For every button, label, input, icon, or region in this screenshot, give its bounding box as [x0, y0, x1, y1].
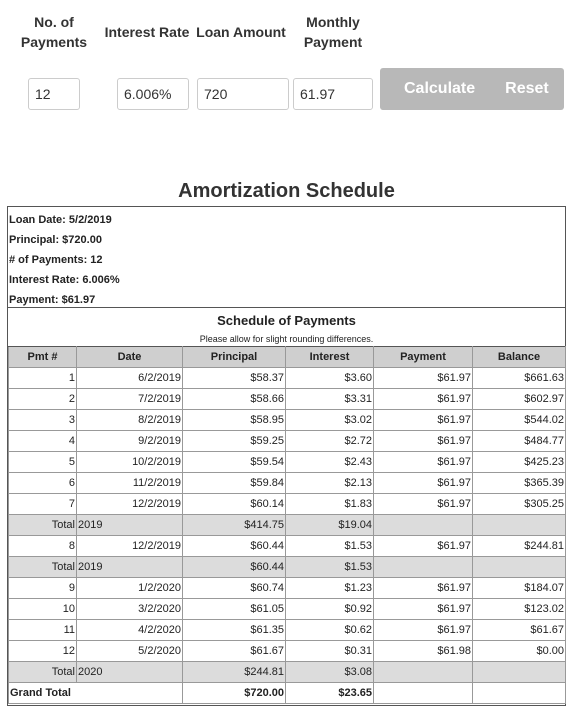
amortization-schedule: [7, 206, 566, 706]
pmt-interest: $2.72: [286, 431, 374, 452]
pmt-principal: $61.05: [183, 599, 286, 620]
col-header-pmt: Pmt #: [9, 347, 77, 368]
grand-total-row: [9, 683, 566, 704]
interest-rate-label: Interest Rate: [104, 24, 190, 40]
pmt-number: 11: [9, 620, 77, 641]
payments-table: [8, 346, 566, 704]
pmt-balance: $244.81: [473, 536, 566, 557]
pmt-principal: $58.95: [183, 410, 286, 431]
table-row: [9, 620, 566, 641]
pmt-payment: $61.97: [374, 431, 473, 452]
pmt-number: 10: [9, 599, 77, 620]
pmt-balance: $544.02: [473, 410, 566, 431]
pmt-number: 9: [9, 578, 77, 599]
pmt-number: 1: [9, 368, 77, 389]
pmt-date: 5/2/2020: [77, 641, 183, 662]
grand-total-payment: [374, 683, 473, 704]
pmt-interest: $2.43: [286, 452, 374, 473]
pmt-interest: $3.02: [286, 410, 374, 431]
table-row: [9, 431, 566, 452]
pmt-date: 12/2/2019: [77, 536, 183, 557]
loan-date: Loan Date: 5/2/2019: [9, 214, 112, 226]
pmt-balance: $365.39: [473, 473, 566, 494]
payment-info: Payment: $61.97: [9, 294, 96, 306]
pmt-payment: $61.97: [374, 452, 473, 473]
interest-rate-info: Interest Rate: 6.006%: [9, 274, 120, 286]
year-total-year: 2020: [77, 662, 183, 683]
table-row: [9, 473, 566, 494]
pmt-balance: $0.00: [473, 641, 566, 662]
monthly-payment-label-line1: Monthly: [306, 14, 360, 30]
table-row: [9, 410, 566, 431]
pmt-number: 5: [9, 452, 77, 473]
year-total-balance: [473, 515, 566, 536]
pmt-date: 1/2/2020: [77, 578, 183, 599]
year-total-balance: [473, 662, 566, 683]
pmt-payment: $61.97: [374, 494, 473, 515]
monthly-payment-label-line2: Payment: [303, 34, 363, 50]
col-header-interest: Interest: [286, 347, 374, 368]
table-row: [9, 452, 566, 473]
year-total-label: Total: [9, 662, 77, 683]
pmt-date: 11/2/2019: [77, 473, 183, 494]
pmt-number: 3: [9, 410, 77, 431]
pmt-interest: $0.31: [286, 641, 374, 662]
pmt-interest: $1.23: [286, 578, 374, 599]
year-total-label: Total: [9, 515, 77, 536]
table-row: [9, 578, 566, 599]
pmt-payment: $61.97: [374, 473, 473, 494]
col-header-date: Date: [77, 347, 183, 368]
year-total-label: Total: [9, 557, 77, 578]
pmt-payment: $61.97: [374, 389, 473, 410]
interest-rate-input[interactable]: [117, 78, 189, 110]
col-header-payment: Payment: [374, 347, 473, 368]
num-payments-input[interactable]: [28, 78, 80, 110]
pmt-balance: $305.25: [473, 494, 566, 515]
year-total-year: 2019: [77, 515, 183, 536]
monthly-payment-label: [292, 12, 374, 52]
pmt-payment: $61.97: [374, 368, 473, 389]
pmt-payment: $61.97: [374, 620, 473, 641]
table-row: [9, 641, 566, 662]
pmt-balance: $602.97: [473, 389, 566, 410]
pmt-principal: $60.14: [183, 494, 286, 515]
grand-total-label: Grand Total: [9, 683, 183, 704]
pmt-principal: $59.25: [183, 431, 286, 452]
pmt-date: 8/2/2019: [77, 410, 183, 431]
loan-amount-input[interactable]: [197, 78, 289, 110]
table-row: [9, 599, 566, 620]
table-row: [9, 536, 566, 557]
principal-info: Principal: $720.00: [9, 234, 102, 246]
loan-amount-label: Loan Amount: [196, 24, 286, 40]
year-total-interest: $3.08: [286, 662, 374, 683]
col-header-balance: Balance: [473, 347, 566, 368]
year-total-year: 2019: [77, 557, 183, 578]
pmt-principal: $61.67: [183, 641, 286, 662]
table-body: [9, 368, 566, 683]
pmt-principal: $58.66: [183, 389, 286, 410]
pmt-interest: $3.31: [286, 389, 374, 410]
table-header-row: [9, 347, 566, 368]
pmt-number: 12: [9, 641, 77, 662]
pmt-principal: $59.84: [183, 473, 286, 494]
pmt-date: 6/2/2019: [77, 368, 183, 389]
pmt-principal: $58.37: [183, 368, 286, 389]
table-row: [9, 389, 566, 410]
pmt-date: 4/2/2020: [77, 620, 183, 641]
grand-total-balance: [473, 683, 566, 704]
year-total-interest: $1.53: [286, 557, 374, 578]
num-payments-label: [14, 12, 94, 52]
pmt-payment: $61.97: [374, 536, 473, 557]
pmt-payment: $61.98: [374, 641, 473, 662]
pmt-balance: $425.23: [473, 452, 566, 473]
year-total-interest: $19.04: [286, 515, 374, 536]
year-total-payment: [374, 515, 473, 536]
pmt-number: 7: [9, 494, 77, 515]
pmt-date: 10/2/2019: [77, 452, 183, 473]
pmt-principal: $59.54: [183, 452, 286, 473]
grand-total-principal: $720.00: [183, 683, 286, 704]
pmt-payment: $61.97: [374, 410, 473, 431]
year-total-row: [9, 515, 566, 536]
pmt-interest: $1.53: [286, 536, 374, 557]
year-total-principal: $60.44: [183, 557, 286, 578]
pmt-principal: $61.35: [183, 620, 286, 641]
table-row: [9, 368, 566, 389]
pmt-principal: $60.44: [183, 536, 286, 557]
pmt-balance: $123.02: [473, 599, 566, 620]
pmt-number: 8: [9, 536, 77, 557]
pmt-interest: $1.83: [286, 494, 374, 515]
schedule-title: Amortization Schedule: [178, 180, 395, 202]
pmt-principal: $60.74: [183, 578, 286, 599]
year-total-principal: $414.75: [183, 515, 286, 536]
button-bar: [380, 68, 564, 110]
pmt-interest: $0.92: [286, 599, 374, 620]
monthly-payment-input[interactable]: [293, 78, 373, 110]
num-payments-info: # of Payments: 12: [9, 254, 103, 266]
table-row: [9, 494, 566, 515]
num-payments-label-line1: No. of: [34, 14, 74, 30]
year-total-balance: [473, 557, 566, 578]
pmt-date: 12/2/2019: [77, 494, 183, 515]
calculate-button[interactable]: Calculate: [404, 80, 476, 97]
pmt-number: 2: [9, 389, 77, 410]
year-total-row: [9, 662, 566, 683]
pmt-payment: $61.97: [374, 599, 473, 620]
year-total-payment: [374, 662, 473, 683]
pmt-date: 7/2/2019: [77, 389, 183, 410]
pmt-balance: $661.63: [473, 368, 566, 389]
pmt-interest: $3.60: [286, 368, 374, 389]
year-total-payment: [374, 557, 473, 578]
year-total-principal: $244.81: [183, 662, 286, 683]
pmt-interest: $2.13: [286, 473, 374, 494]
pmt-balance: $61.67: [473, 620, 566, 641]
pmt-payment: $61.97: [374, 578, 473, 599]
num-payments-label-line2: Payments: [20, 34, 88, 50]
year-total-row: [9, 557, 566, 578]
rounding-note: Please allow for slight rounding differences.: [199, 334, 374, 344]
loan-info: [8, 207, 565, 308]
col-header-principal: Principal: [183, 347, 286, 368]
pmt-balance: $484.77: [473, 431, 566, 452]
pmt-balance: $184.07: [473, 578, 566, 599]
grand-total-interest: $23.65: [286, 683, 374, 704]
pmt-interest: $0.62: [286, 620, 374, 641]
pmt-date: 9/2/2019: [77, 431, 183, 452]
reset-button[interactable]: Reset: [505, 80, 549, 97]
pmt-number: 6: [9, 473, 77, 494]
pmt-number: 4: [9, 431, 77, 452]
schedule-subtitle: Schedule of Payments: [217, 313, 356, 328]
pmt-date: 3/2/2020: [77, 599, 183, 620]
